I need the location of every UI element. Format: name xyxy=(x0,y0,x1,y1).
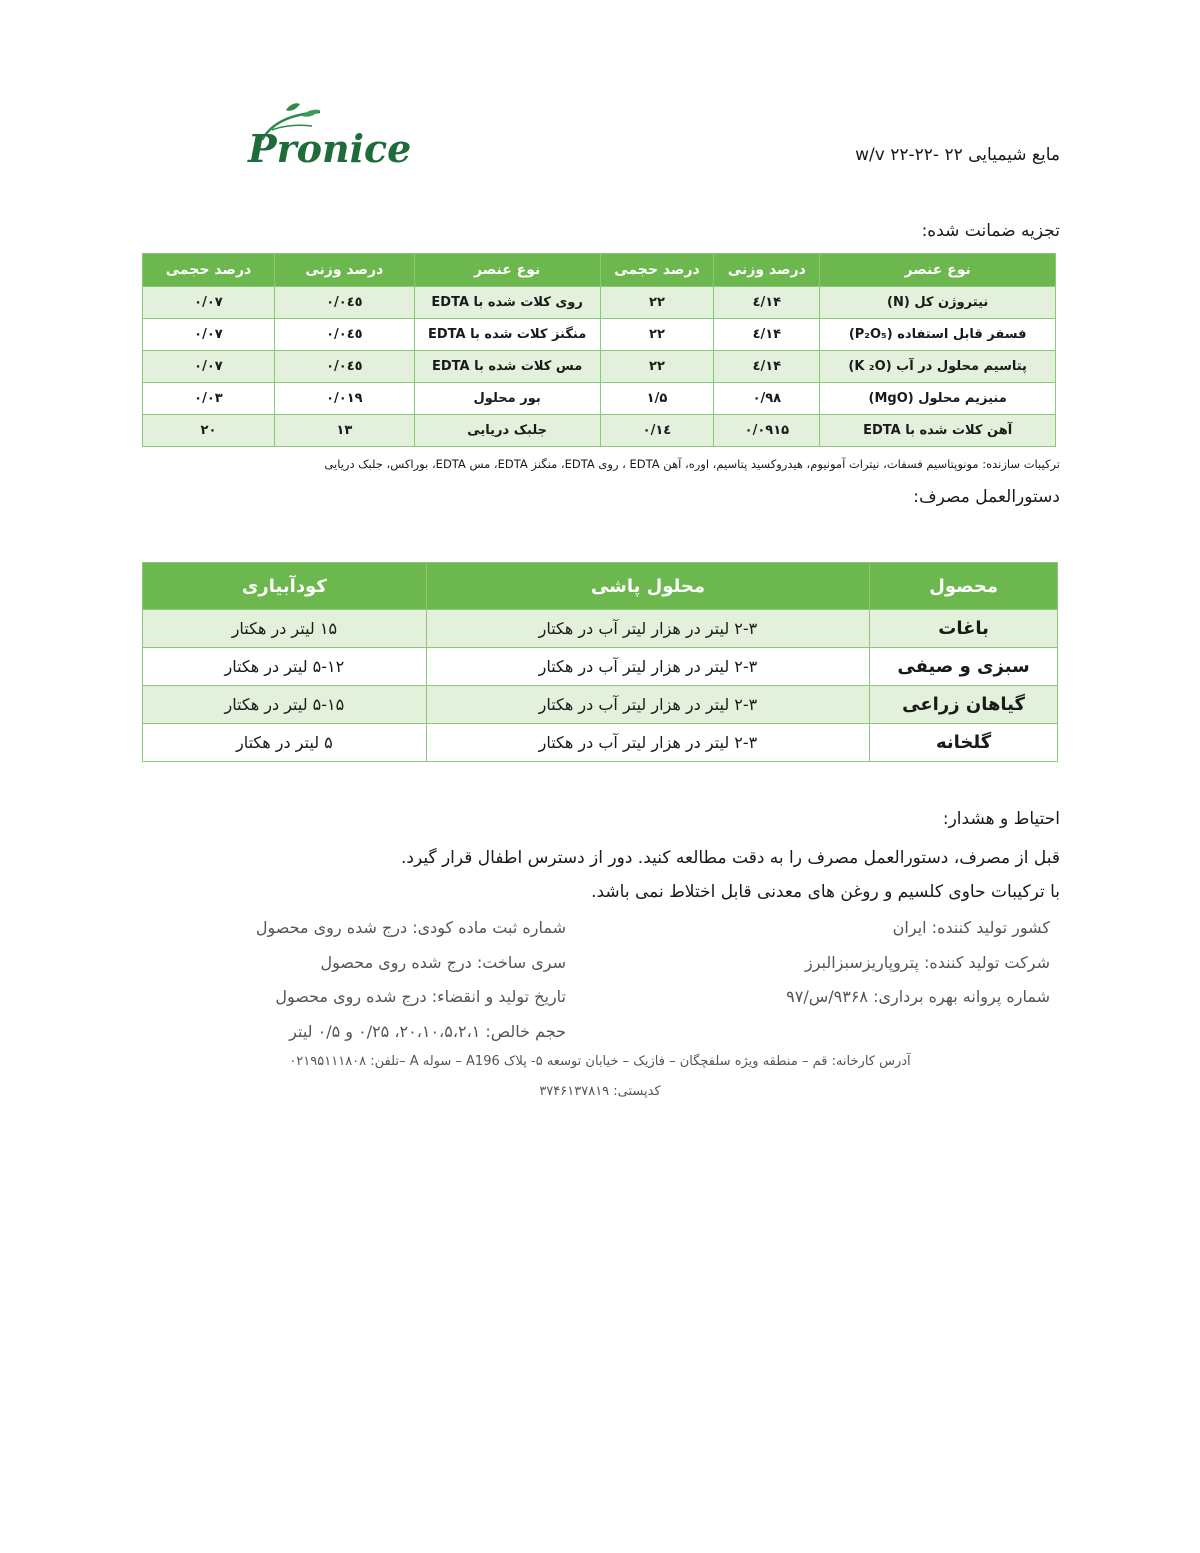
header-element-type: نوع عنصر xyxy=(414,254,600,287)
warning-title: احتیاط و هشدار: xyxy=(942,809,1060,829)
table-row xyxy=(143,648,1058,686)
table-cell: ۱۴/٤ xyxy=(714,287,820,319)
operating-license: شماره پروانه بهره برداری: ۹۳۶۸/س/۹۷ xyxy=(786,987,1050,1006)
table-cell: ۰/۱٤ xyxy=(600,415,714,447)
header-foliar-spray: محلول پاشی xyxy=(426,563,869,610)
table-cell: ۵-۱۵ لیتر در هکتار xyxy=(143,686,427,724)
table-cell: گیاهان زراعی xyxy=(870,686,1058,724)
fertilizer-registration: شماره ثبت ماده کودی: درج شده روی محصول xyxy=(255,918,566,937)
table-cell: ۲۲ xyxy=(600,287,714,319)
table-cell: پتاسیم محلول در آب (K ₂O) xyxy=(820,351,1056,383)
table-cell: منیزیم محلول (MgO) xyxy=(820,383,1056,415)
table-cell: باغات xyxy=(870,610,1058,648)
factory-address: آدرس کارخانه: قم – منطقه ویژه سلفچگان – فازیک – خیابان توسعه ۵- پلاک A196 – سوله A –تلفن: ۰۲۱۹۵۱۱۱۸۰۸ xyxy=(289,1054,911,1069)
guaranteed-analysis-title: تجزیه ضمانت شده: xyxy=(921,221,1060,241)
country-of-manufacture: کشور تولید کننده: ایران xyxy=(892,918,1050,937)
table-row xyxy=(143,415,1056,447)
table-cell: نیتروژن کل (N) xyxy=(820,287,1056,319)
batch-number: سری ساخت: درج شده روی محصول xyxy=(320,953,566,972)
usage-table xyxy=(142,562,1058,762)
table-cell: ۵ لیتر در هکتار xyxy=(143,724,427,762)
table-cell: ۲-۳ لیتر در هزار لیتر آب در هکتار xyxy=(426,610,869,648)
table-cell: ۲۰ xyxy=(143,415,275,447)
manufacturer: شرکت تولید کننده: پتروپاریزسبزالبرز xyxy=(804,953,1050,972)
table-cell: ۰/۰٤٥ xyxy=(274,287,414,319)
logo-wordmark: Pronice xyxy=(248,126,412,171)
header-weight-percent: درصد وزنی xyxy=(274,254,414,287)
product-title: مایع شیمیایی ۲۲ -۲۲-۲۲ w/v xyxy=(855,145,1060,165)
header-weight-percent: درصد وزنی xyxy=(714,254,820,287)
table-cell: ۱/۵ xyxy=(600,383,714,415)
table-cell: ۰/۰۹۱۵ xyxy=(714,415,820,447)
table-cell: جلبک دریایی xyxy=(414,415,600,447)
postal-code: کدپستی: ۳۷۴۶۱۳۷۸۱۹ xyxy=(539,1084,661,1099)
table-cell: ۲۲ xyxy=(600,319,714,351)
table-row xyxy=(143,287,1056,319)
table-cell: ۲-۳ لیتر در هزار لیتر آب در هکتار xyxy=(426,724,869,762)
net-volume: حجم خالص: ۲۰،۱۰،۵،۲،۱، ۰/۲۵ و ۰/۵ لیتر xyxy=(289,1022,566,1041)
table-cell: سبزی و صیفی xyxy=(870,648,1058,686)
table-cell: ۰/۰۱۹ xyxy=(274,383,414,415)
table-cell: آهن کلات شده با EDTA xyxy=(820,415,1056,447)
table-row xyxy=(143,351,1056,383)
table-cell: فسفر قابل استفاده (P₂O₅) xyxy=(820,319,1056,351)
analysis-table xyxy=(142,253,1056,447)
ingredients-note: ترکیبات سازنده: مونوپتاسیم فسفات، نیترات آمونیوم، هیدروکسید پتاسیم، اوره، آهن EDTA ، روی EDTA، منگنز EDTA، مس EDTA، بوراکس، جلبک دریایی xyxy=(324,457,1060,471)
table-cell: ۲-۳ لیتر در هزار لیتر آب در هکتار xyxy=(426,686,869,724)
table-cell: منگنز کلات شده با EDTA xyxy=(414,319,600,351)
table-cell: ۵-۱۲ لیتر در هکتار xyxy=(143,648,427,686)
warning-line: قبل از مصرف، دستورالعمل مصرف را به دقت مطالعه کنید. دور از دسترس اطفال قرار گیرد. xyxy=(400,848,1060,868)
table-cell: ۲۲ xyxy=(600,351,714,383)
warning-line: با ترکیبات حاوی کلسیم و روغن های معدنی قابل اختلاط نمی باشد. xyxy=(591,882,1060,902)
table-cell: ۱۵ لیتر در هکتار xyxy=(143,610,427,648)
analysis-header-row xyxy=(143,254,1056,287)
header-fertigation: کودآبیاری xyxy=(143,563,427,610)
table-cell: ۰/۰۷ xyxy=(143,319,275,351)
usage-header-row xyxy=(143,563,1058,610)
table-cell: ۰/۰۷ xyxy=(143,287,275,319)
header-volume-percent: درصد حجمی xyxy=(600,254,714,287)
table-row xyxy=(143,610,1058,648)
table-row xyxy=(143,319,1056,351)
table-cell: ۰/۹۸ xyxy=(714,383,820,415)
production-expiry-date: تاریخ تولید و انقضاء: درج شده روی محصول xyxy=(275,987,566,1006)
table-row xyxy=(143,724,1058,762)
table-cell: ۰/۰٤٥ xyxy=(274,351,414,383)
pronice-logo xyxy=(242,100,412,172)
table-cell: گلخانه xyxy=(870,724,1058,762)
table-cell: ۰/۰۷ xyxy=(143,351,275,383)
table-cell: بور محلول xyxy=(414,383,600,415)
table-cell: ۱۳ xyxy=(274,415,414,447)
table-cell: ۱۴/٤ xyxy=(714,319,820,351)
table-cell: مس کلات شده با EDTA xyxy=(414,351,600,383)
table-cell: ۲-۳ لیتر در هزار لیتر آب در هکتار xyxy=(426,648,869,686)
header-element-type: نوع عنصر xyxy=(820,254,1056,287)
table-row xyxy=(143,686,1058,724)
table-cell: روی کلات شده با EDTA xyxy=(414,287,600,319)
table-row xyxy=(143,383,1056,415)
header-crop: محصول xyxy=(870,563,1058,610)
usage-instructions-title: دستورالعمل مصرف: xyxy=(913,487,1060,507)
table-cell: ۱۴/٤ xyxy=(714,351,820,383)
header-volume-percent: درصد حجمی xyxy=(143,254,275,287)
table-cell: ۰/۰۳ xyxy=(143,383,275,415)
table-cell: ۰/۰٤٥ xyxy=(274,319,414,351)
